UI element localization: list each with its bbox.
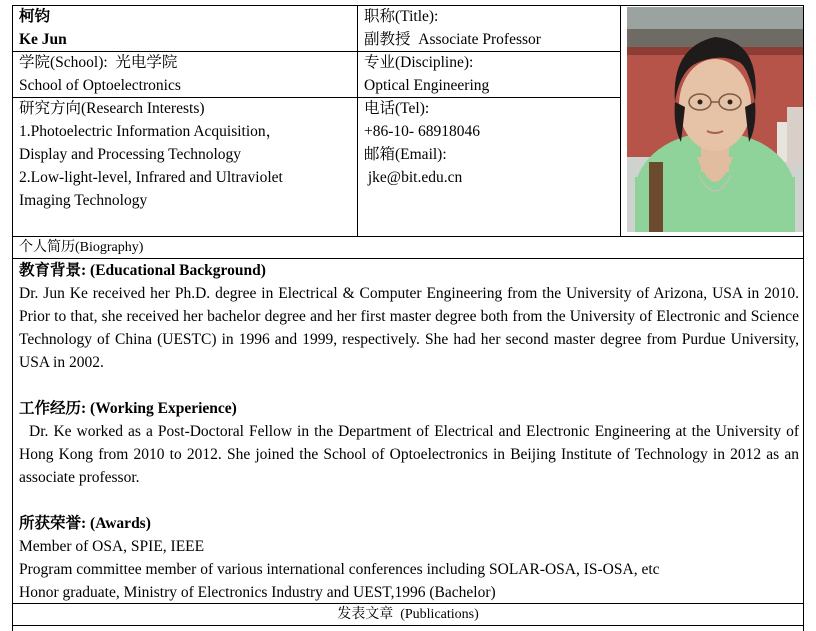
research-item: 1.Photoelectric Information Acquisition， bbox=[19, 123, 282, 140]
award-item: Program committee member of various international conferences including SOLAR-OSA, IS-OSA, etc bbox=[19, 561, 660, 578]
education-text: Dr. Jun Ke received her Ph.D. degree in Electrical & Computer Engineering from the University of Arizona, USA in 2010. Prior to that, she received her bachelor degree and her first master degree both from the University of Electronic and Science Technology of China (UESTC) in 1996 and 1999, respectively. She had her second master degree from Purdue University, USA in 2002. bbox=[19, 285, 799, 371]
tel-value: +86-10- 68918046 bbox=[364, 123, 480, 140]
title-label: 职称(Title): bbox=[364, 8, 439, 25]
research-item: 2.Low-light-level, Infrared and Ultraviolet bbox=[19, 169, 283, 186]
divider-col2 bbox=[620, 5, 621, 237]
name-cell bbox=[19, 5, 67, 51]
title-value: 副教授 Associate Professor bbox=[364, 31, 541, 48]
name-cn: 柯钧 bbox=[19, 8, 51, 25]
research-item: Imaging Technology bbox=[19, 192, 148, 209]
education-heading: 教育背景: (Educational Background) bbox=[19, 262, 266, 279]
school-value: School of Optoelectronics bbox=[19, 77, 181, 94]
discipline-cell bbox=[364, 51, 489, 97]
divider-col1 bbox=[357, 5, 358, 237]
publications-header: 发表文章 (Publications) bbox=[337, 607, 479, 622]
school-cell bbox=[19, 51, 181, 97]
name-en: Ke Jun bbox=[19, 31, 67, 48]
portrait-photo bbox=[627, 7, 803, 232]
contact-cell bbox=[364, 97, 480, 189]
border-left bbox=[12, 5, 13, 631]
research-label: 研究方向(Research Interests) bbox=[19, 100, 205, 117]
spacer bbox=[19, 489, 799, 512]
awards-heading: 所获荣誉: (Awards) bbox=[19, 515, 151, 532]
border-right bbox=[803, 5, 804, 631]
research-item: Display and Processing Technology bbox=[19, 146, 242, 163]
biography-header: 个人简历(Biography) bbox=[19, 240, 144, 255]
email-value: jke@bit.edu.cn bbox=[364, 169, 463, 186]
work-heading: 工作经历: (Working Experience) bbox=[19, 400, 237, 417]
tel-label: 电话(Tel): bbox=[364, 100, 430, 117]
biography-body bbox=[19, 259, 803, 604]
school-label: 学院(School): 光电学院 bbox=[19, 54, 178, 71]
email-label: 邮箱(Email): bbox=[364, 146, 447, 163]
discipline-value: Optical Engineering bbox=[364, 77, 490, 94]
spacer bbox=[19, 374, 799, 397]
title-cell bbox=[364, 5, 541, 51]
award-item: Honor graduate, Ministry of Electronics Industry and UEST,1996 (Bachelor) bbox=[19, 584, 496, 601]
award-item: Member of OSA, SPIE, IEEE bbox=[19, 538, 205, 555]
discipline-label: 专业(Discipline): bbox=[364, 54, 474, 71]
research-cell bbox=[19, 97, 283, 212]
work-text: Dr. Ke worked as a Post-Doctoral Fellow in the Department of Electrical and Electronic Engineering at the University of Hong Kong from 2010 to 2012. She joined the School of Optoelectronics in Beijing Institute of Technology in 2012 as an associate professor. bbox=[19, 423, 803, 486]
